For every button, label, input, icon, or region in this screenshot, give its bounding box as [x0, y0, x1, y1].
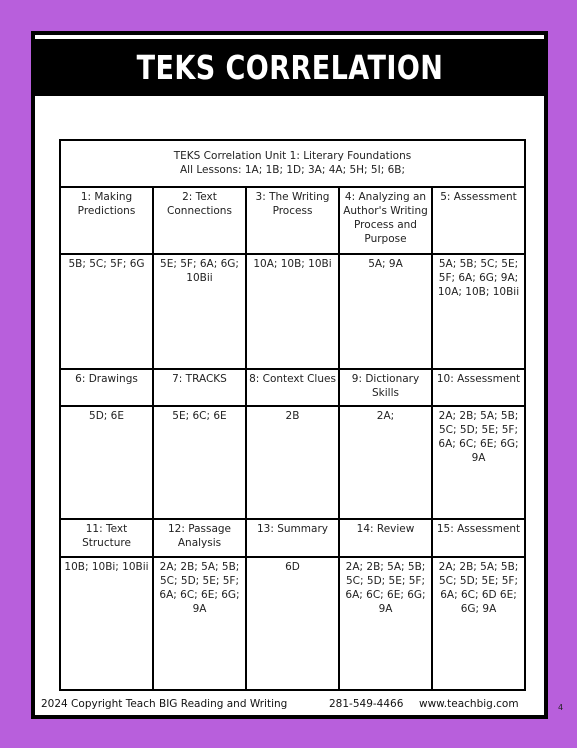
lesson-label-cell: 1: Making Predictions [60, 187, 153, 254]
lesson-teks-cell: 2A; 2B; 5A; 5B; 5C; 5D; 5E; 5F; 6A; 6C; 6E; 6G; 9A [339, 557, 432, 690]
lesson-teks-row [60, 406, 525, 519]
lesson-teks-cell: 5D; 6E [60, 406, 153, 519]
page-title: TEKS CORRELATION [136, 48, 443, 87]
lesson-label-cell: 9: Dictionary Skills [339, 369, 432, 406]
lesson-teks-cell: 5E; 5F; 6A; 6G; 10Bii [153, 254, 246, 369]
lesson-label-cell: 14: Review [339, 519, 432, 557]
lesson-label-cell: 2: Text Connections [153, 187, 246, 254]
lesson-label-cell: 7: TRACKS [153, 369, 246, 406]
lesson-label-cell: 3: The Writing Process [246, 187, 339, 254]
footer-phone: 281-549-4466 [329, 698, 404, 710]
lesson-teks-row [60, 254, 525, 369]
lesson-teks-cell: 6D [246, 557, 339, 690]
teks-correlation-table [59, 139, 526, 691]
lesson-label-row [60, 369, 525, 406]
lesson-teks-cell: 2A; 2B; 5A; 5B; 5C; 5D; 5E; 5F; 6A; 6C; 6E; 6G; 9A [153, 557, 246, 690]
lesson-teks-cell: 5B; 5C; 5F; 6G [60, 254, 153, 369]
lesson-teks-cell: 2A; [339, 406, 432, 519]
lesson-teks-cell: 2A; 2B; 5A; 5B; 5C; 5D; 5E; 5F; 6A; 6C; 6D 6E; 6G; 9A [432, 557, 525, 690]
lesson-teks-cell: 10A; 10B; 10Bi [246, 254, 339, 369]
lesson-label-cell: 11: Text Structure [60, 519, 153, 557]
lesson-teks-cell: 2B [246, 406, 339, 519]
lesson-label-cell: 5: Assessment [432, 187, 525, 254]
lesson-label-cell: 12: Passage Analysis [153, 519, 246, 557]
lesson-teks-cell: 5A; 5B; 5C; 5E; 5F; 6A; 6G; 9A; 10A; 10B; 10Bii [432, 254, 525, 369]
table-heading-row [60, 140, 525, 187]
title-banner [35, 39, 544, 96]
document-page [31, 31, 548, 719]
page-number: 4 [558, 703, 564, 712]
lesson-label-cell: 13: Summary [246, 519, 339, 557]
lesson-label-cell: 6: Drawings [60, 369, 153, 406]
table-heading-all-lessons: All Lessons: 1A; 1B; 1D; 3A; 4A; 5H; 5I; 6B; [180, 164, 405, 176]
lesson-label-row [60, 187, 525, 254]
footer-copyright: 2024 Copyright Teach BIG Reading and Writing [41, 698, 288, 710]
table-heading-title: TEKS Correlation Unit 1: Literary Foundations [173, 150, 412, 162]
table-heading-cell [60, 140, 525, 187]
lesson-label-row [60, 519, 525, 557]
lesson-teks-row [60, 557, 525, 690]
lesson-label-cell: 15: Assessment [432, 519, 525, 557]
lesson-label-cell: 10: Assessment [432, 369, 525, 406]
lesson-label-cell: 4: Analyzing an Author's Writing Process and Purpose [339, 187, 432, 254]
lesson-label-cell: 8: Context Clues [246, 369, 339, 406]
lesson-teks-cell: 5E; 6C; 6E [153, 406, 246, 519]
lesson-teks-cell: 10B; 10Bi; 10Bii [60, 557, 153, 690]
lesson-teks-cell: 5A; 9A [339, 254, 432, 369]
footer-website[interactable]: www.teachbig.com [419, 698, 519, 710]
lesson-teks-cell: 2A; 2B; 5A; 5B; 5C; 5D; 5E; 5F; 6A; 6C; 6E; 6G; 9A [432, 406, 525, 519]
